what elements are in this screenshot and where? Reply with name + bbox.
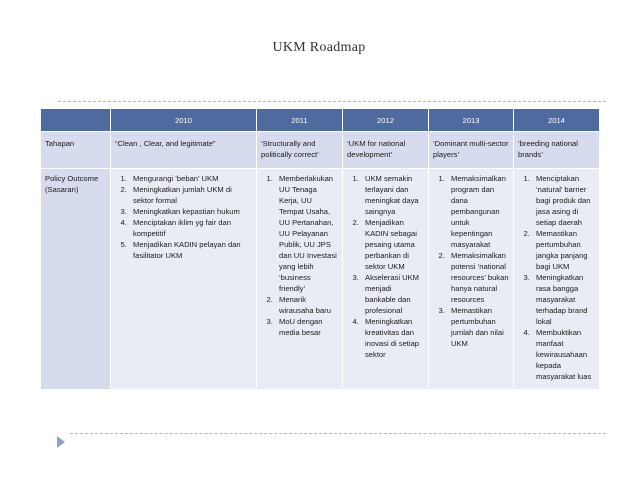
policy-2010: [111, 169, 257, 390]
tahapan-2012: ‘UKM for national development’: [343, 132, 429, 169]
tahapan-row: [41, 132, 600, 169]
year-2012: 2012: [343, 109, 429, 132]
top-divider: [58, 101, 606, 102]
list-item: 3. Memastikan pertumbuhan jumlah dan nilai UKM: [447, 305, 509, 349]
triangle-marker-icon: [57, 436, 65, 448]
list-item: 3. MoU dengan media besar: [275, 316, 338, 338]
list-item: 1. Memaksimalkan program dan dana pembangunan untuk kepentingan masyarakat: [447, 173, 509, 250]
header-label-cell: [41, 109, 111, 132]
list-item: 1. Mengurangi ‘beban’ UKM: [129, 173, 252, 184]
list-item: 5. Menjadikan KADIN pelayan dan fasilitator UKM: [129, 239, 252, 261]
list-item: 2. Menjadikan KADIN sebagai pesaing utama perbankan di sektor UKM: [361, 217, 424, 272]
policy-list-2011: [261, 173, 338, 338]
policy-list-2014: [518, 173, 595, 382]
list-item: 2. Memaksimalkan potensi ‘national resources’ bukan hanya natural resources: [447, 250, 509, 305]
policy-2011: [257, 169, 343, 390]
list-item: 1. UKM semakin terlayani dan meningkat daya saingnya: [361, 173, 424, 217]
policy-2012: [343, 169, 429, 390]
tahapan-2014: ‘breeding national brands’: [514, 132, 600, 169]
list-item: 2. Meningkatkan jumlah UKM di sektor formal: [129, 184, 252, 206]
policy-list-2010: [115, 173, 252, 261]
policy-list-2013: [433, 173, 509, 349]
bottom-divider: [70, 433, 606, 434]
list-item: 2. Menarik wirausaha baru: [275, 294, 338, 316]
tahapan-2010: “Clean , Clear, and legitimate”: [111, 132, 257, 169]
page-title: UKM Roadmap: [272, 40, 366, 55]
tahapan-2011: ‘Structurally and politically correct’: [257, 132, 343, 169]
list-item: 3. Akselerasi UKM menjadi bankable dan profesional: [361, 272, 424, 316]
list-item: 4. Membuktikan manfaat kewirausahaan kepada masyarakat luas: [532, 327, 595, 382]
year-2010: 2010: [111, 109, 257, 132]
list-item: 4. Menciptakan iklim yg fair dan kompetitif: [129, 217, 252, 239]
policy-2013: [429, 169, 514, 390]
list-item: 3. Meningkatkan kepastian hukum: [129, 206, 252, 217]
year-2011: 2011: [257, 109, 343, 132]
year-2013: 2013: [429, 109, 514, 132]
tahapan-2013: ‘Dominant multi-sector players’: [429, 132, 514, 169]
list-item: 3. Meningkatkan rasa bangga masyarakat terhadap brand lokal: [532, 272, 595, 327]
tahapan-label: Tahapan: [41, 132, 111, 169]
list-item: 4. Meningkatkan kreativitas dan inovasi di setiap sektor: [361, 316, 424, 360]
policy-list-2012: [347, 173, 424, 360]
policy-row: [41, 169, 600, 390]
policy-label: Policy Outcome (Sasaran): [41, 169, 111, 390]
list-item: 2. Memastikan pertumbuhan jangka panjang bagi UKM: [532, 228, 595, 272]
header-row: [41, 109, 600, 132]
policy-2014: [514, 169, 600, 390]
list-item: 1. Menciptakan ‘natural’ barrier bagi produk dan jasa asing di setiap daerah: [532, 173, 595, 228]
list-item: 1. Memberlakukan UU Tenaga Kerja, UU Tempat Usaha, UU Pertanahan, UU Pelayanan Publik, UU JPS dan UU Investasi yang lebih ‘business friendly’: [275, 173, 338, 294]
year-2014: 2014: [514, 109, 600, 132]
roadmap-table: [40, 108, 600, 390]
